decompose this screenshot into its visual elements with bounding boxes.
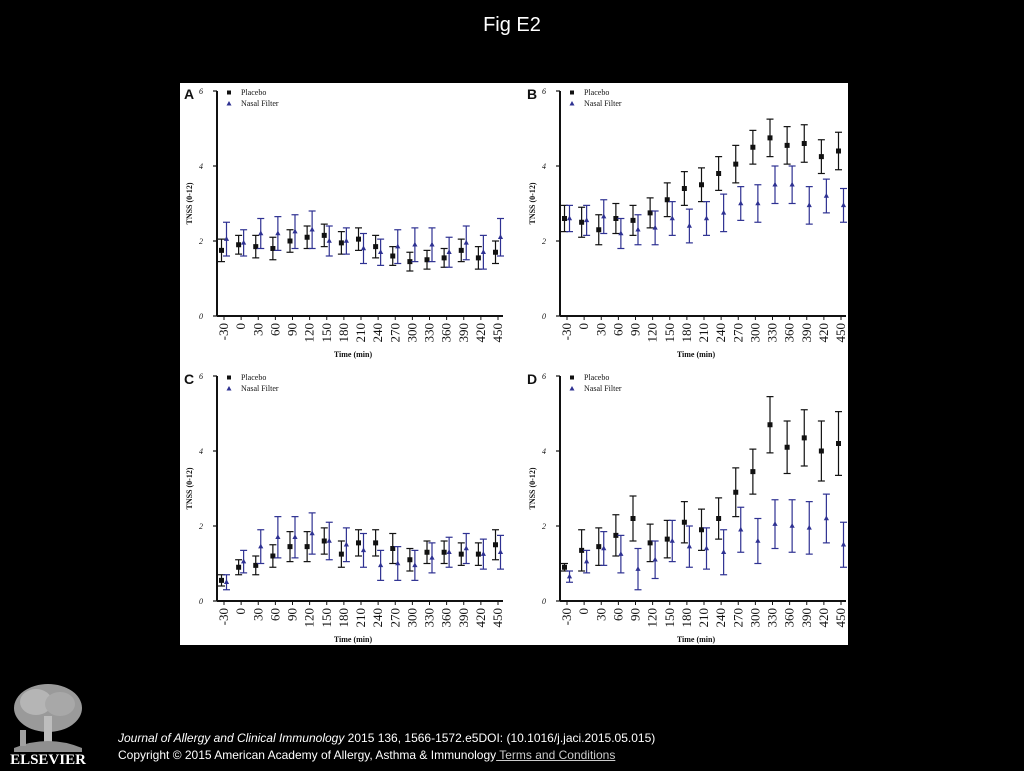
x-tick-label: 210 — [353, 608, 368, 628]
figure-svg — [180, 83, 848, 645]
y-tick-label: 4 — [199, 447, 203, 456]
y-axis-label: TNSS (0-12) — [528, 182, 537, 225]
data-point-placebo — [288, 239, 293, 244]
x-tick-label: 90 — [627, 323, 643, 336]
data-point-placebo — [819, 449, 824, 454]
data-point-placebo — [390, 254, 395, 259]
data-point-placebo — [836, 149, 841, 154]
data-point-placebo — [425, 550, 430, 555]
data-point-nasal-filter — [824, 193, 829, 198]
data-point-nasal-filter — [618, 551, 623, 556]
data-point-placebo — [339, 240, 344, 245]
y-tick-label: 2 — [199, 237, 203, 246]
data-point-placebo — [356, 540, 361, 545]
x-tick-label: 60 — [610, 323, 626, 336]
data-point-placebo — [322, 233, 327, 238]
data-point-nasal-filter — [841, 542, 846, 547]
data-point-nasal-filter — [378, 562, 383, 567]
x-tick-label: 60 — [610, 608, 626, 621]
x-tick-label: 270 — [387, 323, 403, 343]
data-point-nasal-filter — [790, 523, 795, 528]
data-point-placebo — [596, 544, 601, 549]
data-point-placebo — [682, 520, 687, 525]
data-point-placebo — [750, 469, 755, 474]
y-tick-label: 6 — [542, 372, 546, 381]
x-tick-label: 330 — [764, 323, 780, 343]
x-tick-label: 90 — [627, 608, 643, 621]
x-tick-label: -30 — [216, 323, 231, 341]
x-tick-label: 0 — [576, 323, 592, 330]
data-point-nasal-filter — [670, 538, 675, 543]
data-point-placebo — [716, 516, 721, 521]
data-point-nasal-filter — [481, 551, 486, 556]
data-point-placebo — [219, 248, 224, 253]
legend-marker-nasal-filter — [570, 101, 575, 106]
legend-marker-placebo — [227, 91, 231, 95]
x-tick-label: 300 — [404, 608, 420, 628]
legend-label-placebo: Placebo — [241, 373, 267, 382]
x-tick-label: 90 — [284, 608, 300, 621]
legend-label-placebo: Placebo — [584, 373, 610, 382]
x-tick-label: 240 — [370, 323, 386, 343]
x-tick-label: 180 — [678, 323, 694, 343]
data-point-nasal-filter — [584, 217, 589, 222]
y-tick-label: 4 — [542, 162, 546, 171]
panel-label-a: A — [184, 86, 195, 102]
data-point-nasal-filter — [687, 223, 692, 228]
data-point-nasal-filter — [755, 538, 760, 543]
data-point-placebo — [459, 248, 464, 253]
data-point-placebo — [305, 235, 310, 240]
data-point-nasal-filter — [584, 559, 589, 564]
citation-details: 2015 136, 1566-1572.e5DOI: (10.1016/j.jaci.2015.05.015) — [344, 731, 656, 745]
data-point-nasal-filter — [447, 549, 452, 554]
y-axis-label: TNSS (0-12) — [185, 182, 194, 225]
y-tick-label: 6 — [199, 87, 203, 96]
data-point-placebo — [750, 145, 755, 150]
y-tick-label: 0 — [199, 597, 203, 606]
data-point-nasal-filter — [721, 549, 726, 554]
slide-title: Fig E2 — [483, 14, 541, 36]
data-point-nasal-filter — [241, 240, 246, 245]
data-point-nasal-filter — [292, 534, 297, 539]
x-tick-label: 240 — [370, 608, 386, 628]
copyright-text: Copyright © 2015 American Academy of Allergy, Asthma & Immunology — [118, 748, 497, 762]
x-tick-label: 240 — [713, 608, 729, 628]
x-tick-label: -30 — [559, 608, 574, 626]
elsevier-tree-icon — [14, 684, 82, 752]
y-tick-label: 2 — [199, 522, 203, 531]
y-tick-label: 4 — [542, 447, 546, 456]
x-tick-label: 330 — [421, 608, 437, 628]
x-tick-label: 270 — [387, 608, 403, 628]
x-tick-label: 0 — [233, 608, 249, 615]
data-point-placebo — [802, 141, 807, 146]
data-point-placebo — [373, 540, 378, 545]
elsevier-logo — [6, 678, 90, 766]
legend-label-nasal-filter: Nasal Filter — [584, 384, 622, 393]
x-tick-label: 390 — [455, 608, 471, 628]
data-point-placebo — [442, 550, 447, 555]
data-point-nasal-filter — [258, 231, 263, 236]
x-tick-label: 30 — [593, 323, 609, 336]
data-point-placebo — [579, 220, 584, 225]
x-tick-label: 30 — [593, 608, 609, 621]
data-point-nasal-filter — [738, 527, 743, 532]
x-tick-label: 360 — [438, 608, 454, 628]
data-point-placebo — [802, 435, 807, 440]
y-axis-label: TNSS (0-12) — [185, 467, 194, 510]
data-point-placebo — [476, 552, 481, 557]
y-axis-label: TNSS (0-12) — [528, 467, 537, 510]
data-point-placebo — [596, 227, 601, 232]
data-point-nasal-filter — [567, 216, 572, 221]
x-tick-label: 0 — [233, 323, 249, 330]
data-point-placebo — [665, 537, 670, 542]
data-point-placebo — [493, 542, 498, 547]
data-point-placebo — [631, 516, 636, 521]
data-point-nasal-filter — [601, 546, 606, 551]
data-point-placebo — [493, 250, 498, 255]
terms-and-conditions-link[interactable]: Terms and Conditions — [496, 748, 616, 762]
x-tick-label: 180 — [678, 608, 694, 628]
panel-d — [527, 371, 848, 644]
data-point-placebo — [236, 242, 241, 247]
data-point-nasal-filter — [275, 231, 280, 236]
x-tick-label: 150 — [318, 608, 334, 628]
data-point-nasal-filter — [824, 516, 829, 521]
x-tick-label: 450 — [833, 323, 848, 343]
data-point-nasal-filter — [361, 246, 366, 251]
panel-b — [527, 86, 848, 359]
data-point-nasal-filter — [429, 555, 434, 560]
data-point-nasal-filter — [738, 201, 743, 206]
figure-panel-grid — [180, 83, 848, 645]
citation-line — [118, 730, 655, 747]
data-point-nasal-filter — [310, 227, 315, 232]
x-tick-label: 390 — [455, 323, 471, 343]
x-tick-label: 150 — [318, 323, 334, 343]
data-point-nasal-filter — [429, 242, 434, 247]
y-tick-label: 0 — [542, 312, 546, 321]
x-axis-label: Time (min) — [333, 635, 373, 644]
x-axis-label: Time (min) — [676, 635, 716, 644]
legend-label-nasal-filter: Nasal Filter — [241, 99, 279, 108]
data-point-placebo — [819, 154, 824, 159]
legend-label-placebo: Placebo — [241, 88, 267, 97]
data-point-nasal-filter — [841, 202, 846, 207]
x-axis-label: Time (min) — [333, 350, 373, 359]
data-point-nasal-filter — [481, 249, 486, 254]
y-tick-label: 2 — [542, 522, 546, 531]
data-point-placebo — [322, 539, 327, 544]
data-point-placebo — [305, 544, 310, 549]
x-tick-label: -30 — [559, 323, 574, 341]
data-point-nasal-filter — [412, 562, 417, 567]
data-point-nasal-filter — [258, 544, 263, 549]
legend-label-nasal-filter: Nasal Filter — [584, 99, 622, 108]
x-tick-label: 240 — [713, 323, 729, 343]
journal-name: Journal of Allergy and Clinical Immunology — [118, 731, 345, 745]
x-tick-label: 60 — [267, 608, 283, 621]
data-point-placebo — [339, 552, 344, 557]
data-point-nasal-filter — [224, 579, 229, 584]
legend-marker-nasal-filter — [227, 386, 232, 391]
data-point-placebo — [768, 422, 773, 427]
data-point-nasal-filter — [498, 234, 503, 239]
copyright-line — [118, 747, 655, 764]
x-tick-label: 120 — [644, 323, 660, 343]
data-point-nasal-filter — [772, 182, 777, 187]
data-point-placebo — [716, 171, 721, 176]
x-tick-label: 450 — [833, 608, 848, 628]
data-point-placebo — [373, 244, 378, 249]
legend-label-placebo: Placebo — [584, 88, 610, 97]
x-tick-label: 300 — [747, 608, 763, 628]
x-tick-label: 270 — [730, 608, 746, 628]
x-tick-label: 210 — [696, 608, 711, 628]
x-tick-label: 300 — [404, 323, 420, 343]
x-tick-label: 300 — [747, 323, 763, 343]
x-tick-label: 60 — [267, 323, 283, 336]
data-point-nasal-filter — [790, 182, 795, 187]
x-tick-label: 180 — [335, 323, 351, 343]
data-point-nasal-filter — [807, 525, 812, 530]
data-point-nasal-filter — [567, 574, 572, 579]
x-tick-label: 360 — [781, 323, 797, 343]
elsevier-logo-text: ELSEVIER — [10, 752, 86, 766]
data-point-nasal-filter — [772, 521, 777, 526]
y-tick-label: 6 — [199, 372, 203, 381]
data-point-nasal-filter — [464, 546, 469, 551]
x-axis-label: Time (min) — [676, 350, 716, 359]
x-tick-label: 210 — [353, 323, 368, 343]
data-point-nasal-filter — [704, 216, 709, 221]
data-point-nasal-filter — [635, 227, 640, 232]
x-tick-label: 420 — [472, 323, 488, 343]
data-point-nasal-filter — [327, 238, 332, 243]
data-point-placebo — [476, 255, 481, 260]
x-tick-label: 150 — [661, 608, 677, 628]
data-point-nasal-filter — [755, 201, 760, 206]
data-point-placebo — [733, 162, 738, 167]
x-tick-label: 120 — [644, 608, 660, 628]
data-point-nasal-filter — [687, 544, 692, 549]
data-point-placebo — [836, 441, 841, 446]
x-tick-label: 120 — [301, 323, 317, 343]
data-point-placebo — [562, 565, 567, 570]
data-point-placebo — [785, 143, 790, 148]
data-point-placebo — [631, 218, 636, 223]
panel-c — [184, 371, 505, 644]
data-point-placebo — [562, 216, 567, 221]
data-point-nasal-filter — [498, 549, 503, 554]
data-point-nasal-filter — [344, 542, 349, 547]
data-point-placebo — [236, 565, 241, 570]
data-point-placebo — [785, 445, 790, 450]
panel-a — [184, 86, 505, 359]
x-tick-label: -30 — [216, 608, 231, 626]
legend-marker-placebo — [570, 376, 574, 380]
x-tick-label: 390 — [798, 323, 814, 343]
x-tick-label: 270 — [730, 323, 746, 343]
data-point-nasal-filter — [327, 538, 332, 543]
data-point-nasal-filter — [275, 534, 280, 539]
data-point-nasal-filter — [721, 210, 726, 215]
data-point-placebo — [768, 135, 773, 140]
x-tick-label: 390 — [798, 608, 814, 628]
x-tick-label: 360 — [438, 323, 454, 343]
x-tick-label: 420 — [472, 608, 488, 628]
data-point-nasal-filter — [635, 566, 640, 571]
x-tick-label: 420 — [815, 323, 831, 343]
x-tick-label: 450 — [490, 608, 505, 628]
data-point-nasal-filter — [361, 547, 366, 552]
x-tick-label: 360 — [781, 608, 797, 628]
data-point-placebo — [442, 255, 447, 260]
data-point-nasal-filter — [378, 249, 383, 254]
data-point-placebo — [459, 552, 464, 557]
y-tick-label: 0 — [199, 312, 203, 321]
panel-label-c: C — [184, 371, 195, 387]
x-tick-label: 420 — [815, 608, 831, 628]
x-tick-label: 330 — [421, 323, 437, 343]
x-tick-label: 330 — [764, 608, 780, 628]
data-point-placebo — [219, 578, 224, 583]
x-tick-label: 120 — [301, 608, 317, 628]
data-point-placebo — [356, 237, 361, 242]
data-point-nasal-filter — [447, 249, 452, 254]
legend-marker-placebo — [570, 91, 574, 95]
data-point-placebo — [699, 182, 704, 187]
data-point-nasal-filter — [464, 240, 469, 245]
x-tick-label: 180 — [335, 608, 351, 628]
data-point-nasal-filter — [807, 202, 812, 207]
legend-marker-placebo — [227, 376, 231, 380]
y-tick-label: 2 — [542, 237, 546, 246]
x-tick-label: 30 — [250, 608, 266, 621]
x-tick-label: 90 — [284, 323, 300, 336]
x-tick-label: 0 — [576, 608, 592, 615]
x-tick-label: 210 — [696, 323, 711, 343]
legend-marker-nasal-filter — [570, 386, 575, 391]
data-point-nasal-filter — [653, 557, 658, 562]
panel-label-d: D — [527, 371, 538, 387]
y-tick-label: 6 — [542, 87, 546, 96]
citation-block — [118, 730, 655, 764]
legend-label-nasal-filter: Nasal Filter — [241, 384, 279, 393]
legend-marker-nasal-filter — [227, 101, 232, 106]
data-point-placebo — [682, 186, 687, 191]
panel-label-b: B — [527, 86, 538, 102]
data-point-nasal-filter — [412, 242, 417, 247]
data-point-nasal-filter — [344, 238, 349, 243]
y-tick-label: 0 — [542, 597, 546, 606]
data-point-placebo — [288, 544, 293, 549]
x-tick-label: 150 — [661, 323, 677, 343]
data-point-nasal-filter — [704, 546, 709, 551]
x-tick-label: 450 — [490, 323, 505, 343]
y-tick-label: 4 — [199, 162, 203, 171]
data-point-placebo — [733, 490, 738, 495]
data-point-placebo — [407, 557, 412, 562]
x-tick-label: 30 — [250, 323, 266, 336]
